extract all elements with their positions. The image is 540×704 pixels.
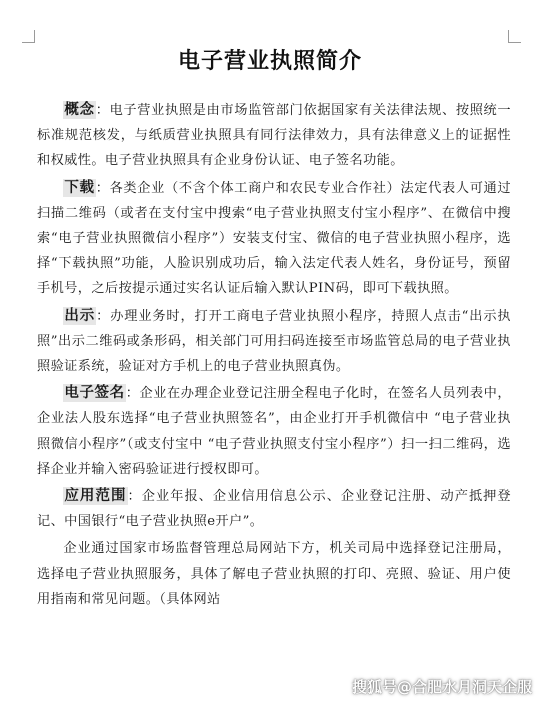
paragraph-show-text: ：办理业务时，打开工商电子营业执照小程序，持照人点击“出示执照”出示二维码或条形码，相关部门可用扫码连接至市场监管总局的电子营业执照验证系统，验证对方手机上的电子营业执照真伪。	[37, 308, 511, 375]
paragraph-download-text: ：各类企业（不含个体工商户和农民专业合作社）法定代表人可通过扫描二维码（或者在支付宝中搜索“电子营业执照支付宝小程序”、在微信中搜索“电子营业执照微信小程序”）安装支付宝、微信的电子营业执照小程序，选择“下载执照”功能，人脸识别成功后，输入法定代表人姓名，身份证号，预留手机号，之后按提示通过实名认证后输入默认PIN码，即可下载执照。	[37, 180, 511, 297]
paragraph-scope	[37, 484, 511, 534]
paragraph-e-signature	[37, 381, 511, 482]
paragraph-e-signature-text: ：企业在办理企业登记注册全程电子化时，在签名人员列表中，企业法人股东选择“电子营业执照签名”，由企业打开手机微信中 “电子营业执照微信小程序”（或支付宝中 “电子营业执照支付宝小程序”）扫一扫二维码，选择企业并输入密码验证进行授权即可。	[37, 386, 511, 477]
document-title: 电子营业执照简介	[177, 49, 362, 74]
term-show: 出示	[64, 307, 96, 324]
page-corner-mark-left	[22, 30, 35, 43]
page-corner-mark-right	[508, 30, 521, 43]
paragraph-download	[37, 176, 511, 302]
paragraph-concept	[37, 98, 511, 174]
term-e-signature: 电子签名	[64, 385, 125, 402]
watermark: 搜狐号@合肥水月洞天企服	[351, 678, 532, 696]
paragraph-scope-text: ：企业年报、企业信用信息公示、企业登记注册、动产抵押登记、中国银行“电子营业执照e开户”。	[37, 489, 511, 530]
term-concept: 概念	[64, 102, 95, 118]
paragraph-show	[37, 304, 511, 380]
paragraph-concept-text: ：电子营业执照是由市场监管部门依据国家有关法律法规、按照统一标准规范核发，与纸质营业执照具有同行法律效力，具有法律意义上的证据性和权威性。电子营业执照具有企业身份认证、电子签名功能。	[37, 103, 511, 169]
paragraph-closing: 企业通过国家市场监督管理总局网站下方，机关司局中选择登记注册局，选择电子营业执照服务，具体了解电子营业执照的打印、亮照、验证、用户使用指南和常见问题。（具体网站	[37, 541, 511, 607]
term-scope: 应用范围	[64, 488, 127, 505]
document-body	[37, 98, 511, 614]
term-download: 下载	[64, 179, 95, 196]
